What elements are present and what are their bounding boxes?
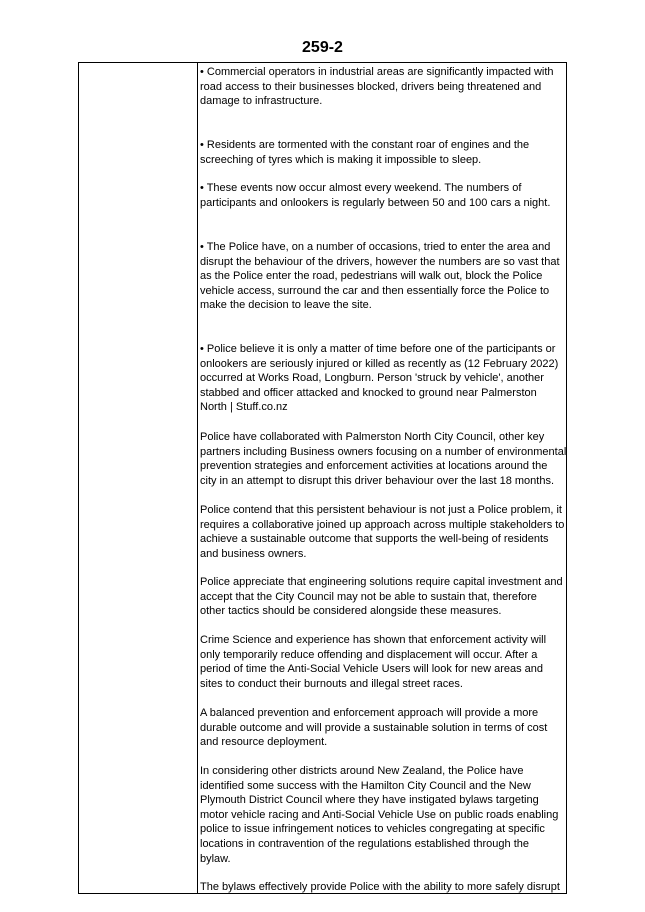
paragraph-line: accept that the City Council may not be able to sustain that, therefore bbox=[200, 590, 537, 603]
submission-table bbox=[78, 62, 567, 894]
paragraph-line: city in an attempt to disrupt this driver behaviour over the last 18 months. bbox=[200, 474, 555, 487]
paragraph-line: as the Police enter the road, pedestrians will walk out, block the Police bbox=[200, 270, 543, 283]
paragraph-line: damage to infrastructure. bbox=[200, 95, 323, 108]
paragraph-line: only temporarily reduce offending and displacement will occur. After a bbox=[200, 648, 538, 661]
paragraph-line: Plymouth District Council where they have instigated bylaws targeting bbox=[200, 794, 539, 807]
paragraph-line: road access to their businesses blocked, drivers being threatened and bbox=[200, 80, 542, 93]
paragraph-line: and resource deployment. bbox=[200, 736, 328, 749]
paragraph-line: The bylaws effectively provide Police with the ability to more safely disrupt bbox=[200, 881, 560, 893]
paragraph-police-contend bbox=[200, 503, 566, 561]
right-column-cell bbox=[198, 63, 566, 893]
paragraph-line: • Residents are tormented with the constant roar of engines and the bbox=[200, 139, 530, 151]
paragraph-line: • The Police have, on a number of occasions, tried to enter the area and bbox=[200, 241, 551, 253]
left-column-cell bbox=[79, 63, 198, 893]
paragraph-line: period of time the Anti-Social Vehicle Users will look for new areas and bbox=[200, 663, 544, 676]
paragraph-line: Police contend that this persistent behaviour is not just a Police problem, it bbox=[200, 504, 562, 516]
paragraph-line: locations in contravention of the regulations established through the bbox=[200, 837, 529, 850]
paragraph-events-frequency bbox=[200, 181, 566, 210]
paragraph-residents bbox=[200, 138, 566, 167]
paragraph-line: sites to conduct their burnouts and illegal street races. bbox=[200, 677, 463, 690]
paragraph-line: police to issue infringement notices to vehicles congregating at specific bbox=[200, 823, 545, 836]
paragraph-line: In considering other districts around New Zealand, the Police have bbox=[200, 765, 524, 777]
paragraph-collaboration bbox=[200, 430, 566, 488]
paragraph-line: prevention strategies and enforcement activities at locations around the bbox=[200, 460, 548, 473]
paragraph-line: requires a collaborative joined up approach across multiple stakeholders to bbox=[200, 518, 565, 531]
paragraph-line: onlookers are seriously injured or killed as recently as (12 February 2022) bbox=[200, 357, 559, 370]
paragraph-other-districts bbox=[200, 764, 566, 866]
paragraph-line: Police have collaborated with Palmerston North City Council, other key bbox=[200, 431, 545, 443]
paragraph-line: stabbed and officer attacked and knocked to ground near Palmerston bbox=[200, 386, 537, 399]
paragraph-line: achieve a sustainable outcome that supports the well-being of residents bbox=[200, 533, 549, 546]
paragraph-line: • Commercial operators in industrial areas are significantly impacted with bbox=[200, 66, 554, 78]
paragraph-line: screeching of tyres which is making it impossible to sleep. bbox=[200, 153, 482, 166]
paragraph-engineering-solutions bbox=[200, 575, 566, 619]
paragraph-line: identified some success with the Hamilton City Council and the New bbox=[200, 779, 531, 792]
paragraph-bylaws-disrupt bbox=[200, 880, 566, 893]
paragraph-line: Police appreciate that engineering solutions require capital investment and bbox=[200, 576, 563, 588]
paragraph-injury-risk bbox=[200, 342, 566, 415]
paragraph-commercial-operators bbox=[200, 65, 566, 109]
paragraph-line: durable outcome and will provide a sustainable solution in terms of cost bbox=[200, 721, 548, 734]
paragraph-line: vehicle access, surround the car and then essentially force the Police to bbox=[200, 284, 550, 297]
paragraph-line: disrupt the behaviour of the drivers, however the numbers are so vast that bbox=[200, 255, 560, 268]
paragraph-line: make the decision to leave the site. bbox=[200, 299, 372, 312]
paragraph-line: and business owners. bbox=[200, 547, 307, 560]
paragraph-line: • Police believe it is only a matter of time before one of the participants or bbox=[200, 343, 556, 355]
page-title: 259-2 bbox=[302, 39, 343, 56]
paragraph-line: occurred at Works Road, Longburn. Person 'struck by vehicle', another bbox=[200, 372, 544, 385]
paragraph-line: motor vehicle racing and Anti-Social Vehicle Use on public roads enabling bbox=[200, 808, 559, 821]
paragraph-line: bylaw. bbox=[200, 852, 231, 865]
paragraph-line: North | Stuff.co.nz bbox=[200, 401, 288, 414]
paragraph-line: partners including Business owners focusing on a number of environmental bbox=[200, 445, 566, 458]
paragraph-line: Crime Science and experience has shown that enforcement activity will bbox=[200, 634, 547, 646]
paragraph-balanced-approach bbox=[200, 706, 566, 750]
paragraph-police-attempts bbox=[200, 240, 566, 313]
paragraph-line: other tactics should be considered alongside these measures. bbox=[200, 605, 502, 618]
paragraph-line: • These events now occur almost every weekend. The numbers of bbox=[200, 182, 522, 194]
paragraph-line: A balanced prevention and enforcement approach will provide a more bbox=[200, 707, 539, 719]
paragraph-crime-science bbox=[200, 633, 566, 691]
paragraph-line: participants and onlookers is regularly between 50 and 100 cars a night. bbox=[200, 196, 551, 209]
